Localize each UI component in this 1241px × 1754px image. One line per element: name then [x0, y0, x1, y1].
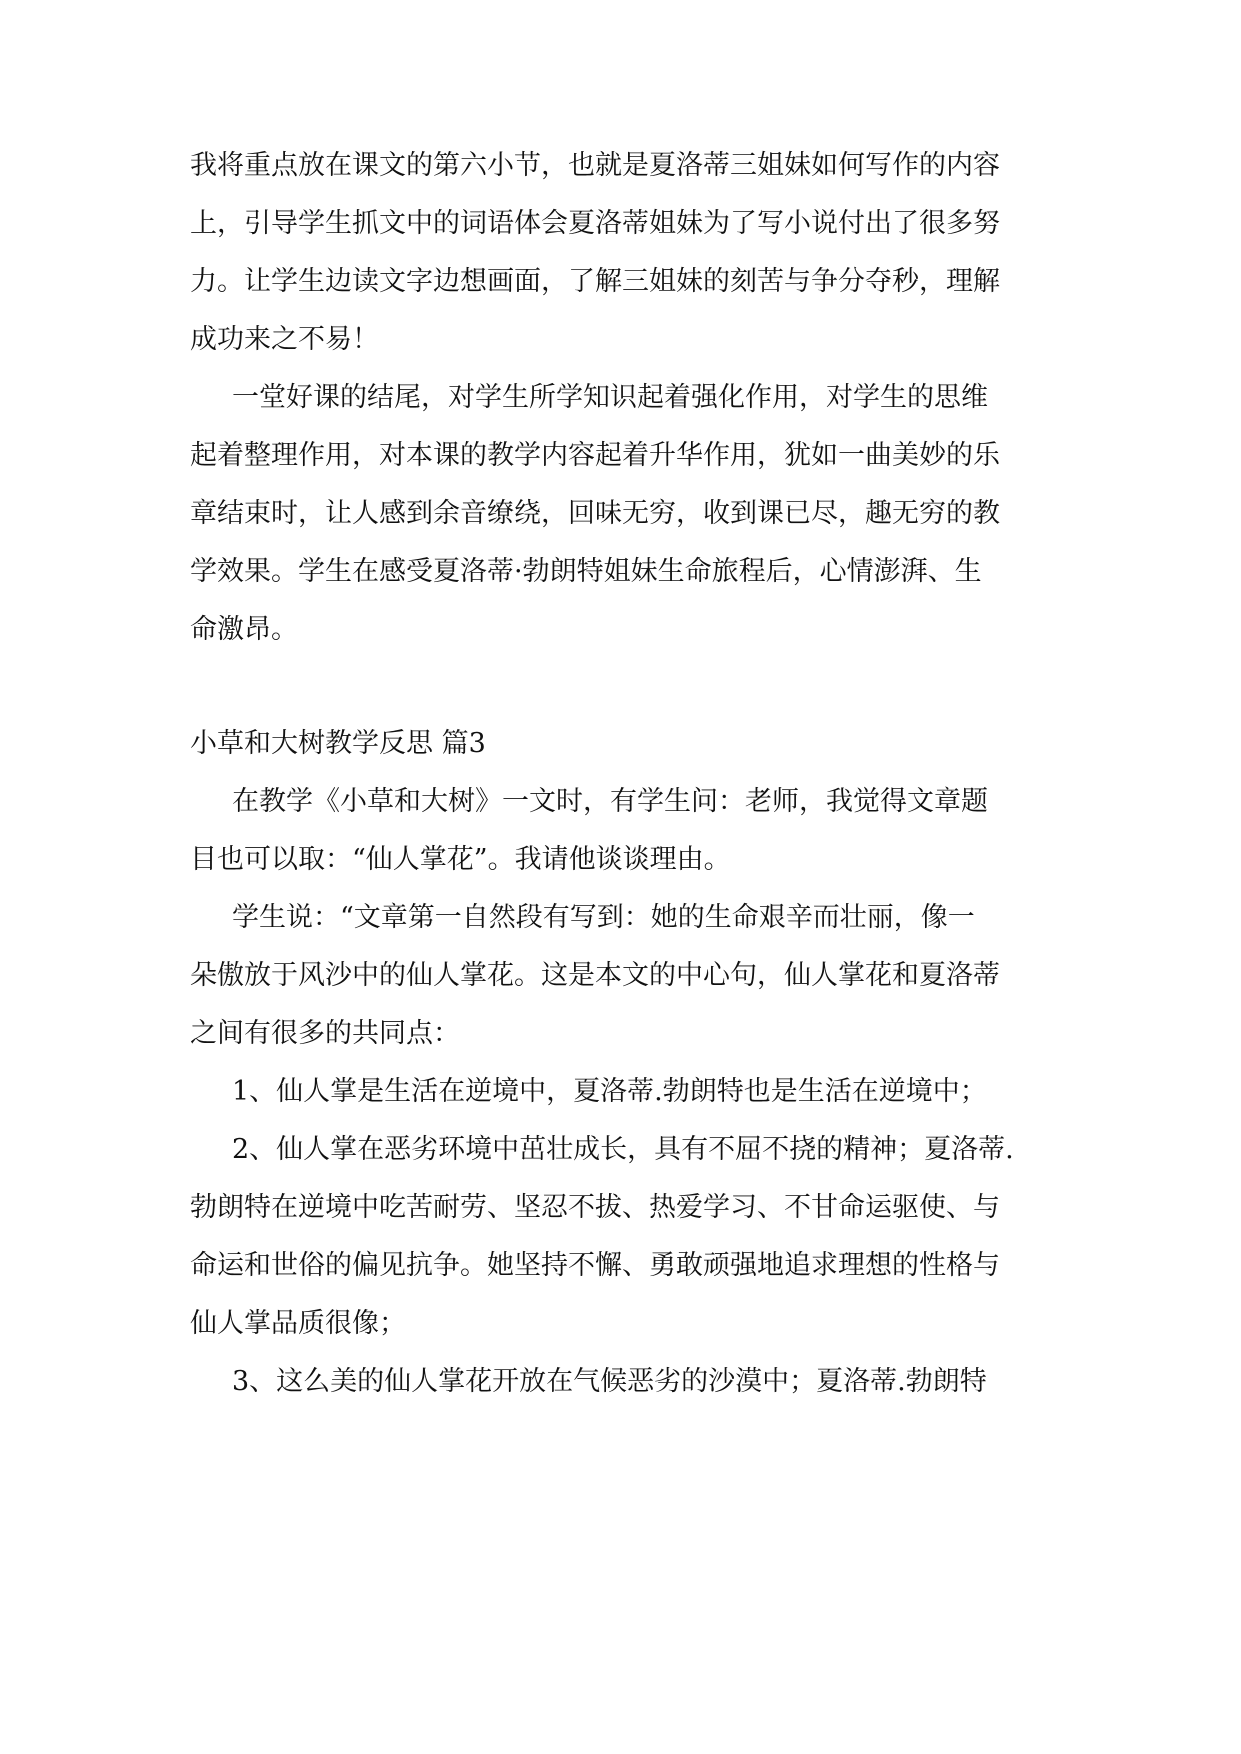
paragraph-line: 成功来之不易！: [190, 324, 379, 355]
paragraph-line: 命激昂。: [190, 614, 298, 645]
paragraph-line: 章结束时，让人感到余音缭绕，回味无穷，收到课已尽，趣无穷的教: [190, 498, 1000, 529]
paragraph-line: 朵傲放于风沙中的仙人掌花。这是本文的中心句，仙人掌花和夏洛蒂: [190, 960, 1000, 991]
paragraph-line: 在教学《小草和大树》一文时，有学生问：老师，我觉得文章题: [232, 786, 988, 817]
list-item-line: 勃朗特在逆境中吃苦耐劳、坚忍不拔、热爱学习、不甘命运驱使、与: [190, 1192, 1000, 1223]
list-item-line: 仙人掌品质很像；: [190, 1308, 406, 1339]
list-item-line: 3、这么美的仙人掌花开放在气候恶劣的沙漠中；夏洛蒂.勃朗特: [232, 1366, 987, 1397]
paragraph-line: 之间有很多的共同点：: [190, 1018, 460, 1049]
paragraph-line: 上，引导学生抓文中的词语体会夏洛蒂姐妹为了写小说付出了很多努: [190, 208, 1000, 239]
paragraph-line: 一堂好课的结尾，对学生所学知识起着强化作用，对学生的思维: [232, 382, 988, 413]
paragraph-line: 学生说：“文章第一自然段有写到：她的生命艰辛而壮丽，像一: [232, 902, 975, 933]
list-item-line: 命运和世俗的偏见抗争。她坚持不懈、勇敢顽强地追求理想的性格与: [190, 1250, 1000, 1281]
paragraph-line: 力。让学生边读文字边想画面，了解三姐妹的刻苦与争分夺秒，理解: [190, 266, 1000, 297]
list-item-line: 2、仙人掌在恶劣环境中茁壮成长，具有不屈不挠的精神；夏洛蒂.: [232, 1134, 1014, 1165]
paragraph-line: 学效果。学生在感受夏洛蒂·勃朗特姐妹生命旅程后，心情澎湃、生: [190, 556, 982, 587]
list-item-line: 1、仙人掌是生活在逆境中，夏洛蒂.勃朗特也是生活在逆境中；: [232, 1076, 987, 1107]
paragraph-line: 起着整理作用，对本课的教学内容起着升华作用，犹如一曲美妙的乐: [190, 440, 1000, 471]
section-title: 小草和大树教学反思 篇3: [190, 728, 486, 759]
paragraph-line: 我将重点放在课文的第六小节，也就是夏洛蒂三姐妹如何写作的内容: [190, 150, 1000, 181]
paragraph-line: 目也可以取：“仙人掌花”。我请他谈谈理由。: [190, 844, 731, 875]
